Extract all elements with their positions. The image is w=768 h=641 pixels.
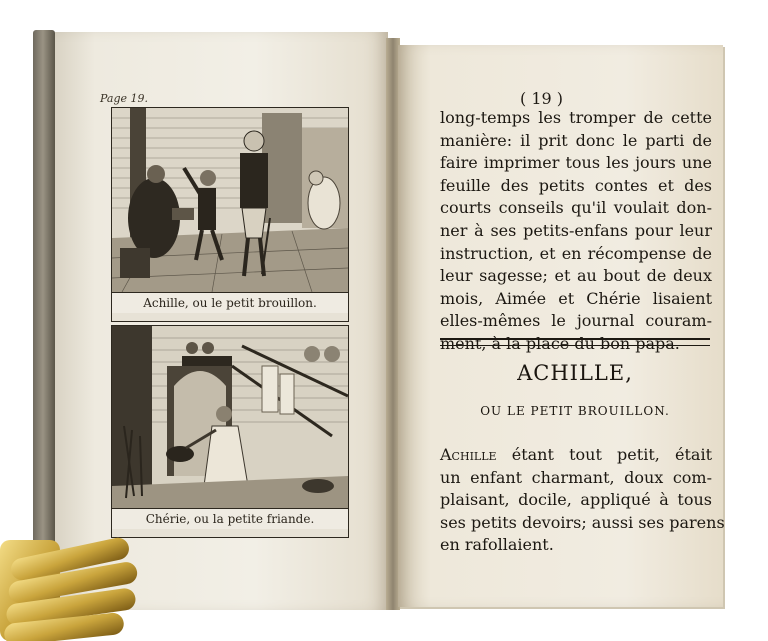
engraving-achille — [111, 107, 349, 322]
text-line: instruction, et en récompense de — [440, 243, 712, 263]
text-line: un enfant charmant, doux com- — [440, 467, 712, 487]
chapter-title: ACHILLE, — [517, 361, 633, 385]
engraving-cherie-caption: Chérie, ou la petite friande. — [112, 508, 348, 529]
first-word: Achille — [440, 445, 497, 464]
section-rule — [440, 338, 710, 346]
first-line-rest: étant tout petit, était — [496, 445, 712, 464]
text-line: plaisant, docile, appliqué à tous — [440, 490, 712, 510]
text-line: faire imprimer tous les jours une — [440, 153, 712, 173]
text-line: en rafollaient. — [440, 535, 554, 555]
text-line — [440, 444, 712, 467]
page-number: ( 19 ) — [520, 89, 564, 108]
text-line: ment, à la place du bon papa. — [440, 333, 680, 353]
text-line: courts conseils qu'il voulait don- — [440, 198, 712, 218]
text-line: manière: il prit donc le parti de — [440, 130, 712, 150]
chapter-paragraph — [440, 444, 725, 557]
brass-hand-bookstand — [0, 510, 150, 641]
text-line: ses petits devoirs; aussi ses parens — [440, 512, 725, 532]
text-line: feuille des petits contes et des — [440, 175, 712, 195]
text-line: long-temps les tromper de cette — [440, 108, 712, 127]
text-line: ner à ses petits-enfans pour leur — [440, 220, 712, 240]
text-line: mois, Aimée et Chérie lisaient — [440, 288, 712, 308]
plate-page-reference: Page 19. — [100, 92, 149, 105]
text-line: elles-mêmes le journal couram- — [440, 311, 712, 331]
story-ending-text — [440, 107, 712, 356]
engraving-cherie — [111, 325, 349, 538]
chapter-subtitle: OU LE PETIT BROUILLON. — [480, 404, 670, 418]
engraving-cherie-picture — [112, 326, 348, 508]
engraving-achille-caption: Achille, ou le petit brouillon. — [112, 292, 348, 313]
text-line: leur sagesse; et au bout de deux — [440, 266, 712, 286]
engraving-achille-picture — [112, 108, 348, 292]
